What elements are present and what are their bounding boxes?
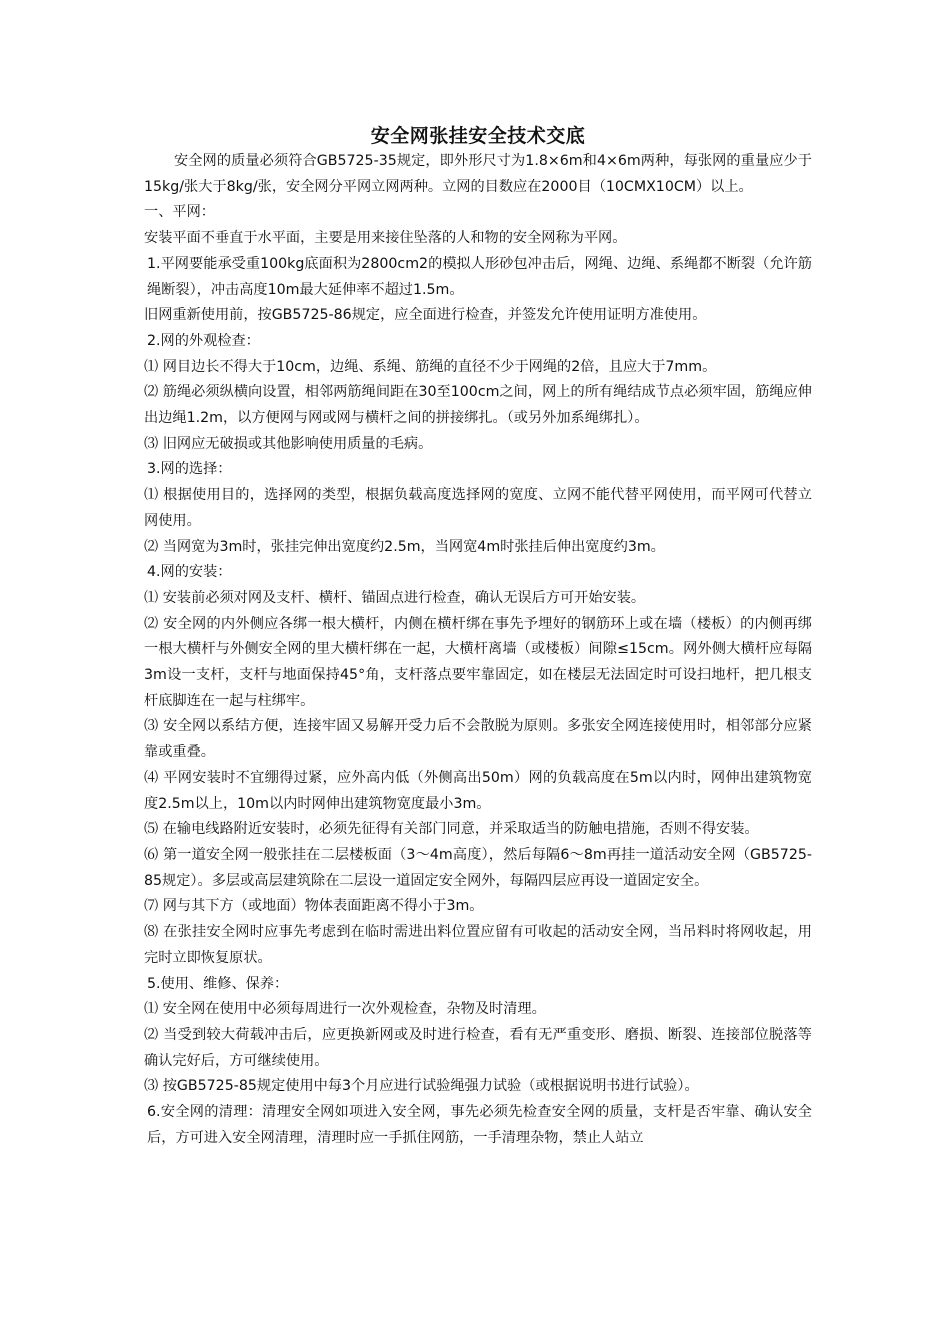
document-title: 安全网张挂安全技术交底: [370, 125, 586, 147]
item-5-1: ⑴ 安全网在使用中必须每周进行一次外观检查，杂物及时清理。: [144, 1001, 546, 1018]
item-2-3: ⑶ 旧网应无破损或其他影响使用质量的毛病。: [144, 435, 433, 452]
item-4-5: ⑸ 在输电线路附近安装时，必须先征得有关部门同意，并采取适当的防触电措施，否则不得安装。: [144, 821, 759, 838]
item-1-load-requirement: 1.平网要能承受重100kg底面积为2800cm2的模拟人形砂包冲击后，网绳、边绳、系绳都不断裂（允许筋绳断裂），冲击高度10m最大延伸率不超过1.5m。: [147, 255, 812, 298]
item-4-8: ⑻ 在张挂安全网时应事先考虑到在临时需进出料位置应留有可收起的活动安全网，当吊料时将网收起，用完时立即恢复原状。: [144, 924, 812, 966]
item-5-heading-maintenance: 5.使用、维修、保养：: [147, 975, 289, 992]
item-4-heading-installation: 4.网的安装：: [147, 564, 232, 581]
document-body: [144, 149, 812, 1151]
item-2-1: ⑴ 网目边长不得大于10cm，边绳、系绳、筋绳的直径不少于网绳的2倍，且应大于7mm。: [144, 358, 717, 375]
old-net-reuse-note: 旧网重新使用前，按GB5725-86规定，应全面进行检查，并签发允许使用证明方准使用。: [144, 307, 707, 324]
item-3-1: ⑴ 根据使用目的，选择网的类型，根据负载高度选择网的宽度、立网不能代替平网使用，而平网可代替立网使用。: [144, 487, 812, 529]
item-6-net-cleaning: 6.安全网的清理：清理安全网如项进入安全网，事先必须先检查安全网的质量，支杆是否牢靠、确认安全后，方可进入安全网清理，清理时应一手抓住网筋，一手清理杂物，禁止人站立: [147, 1104, 812, 1146]
item-2-heading-appearance-check: 2.网的外观检查：: [147, 332, 260, 349]
item-4-6: ⑹ 第一道安全网一般张挂在二层楼板面（3～4m高度），然后每隔6～8m再挂一道活动安全网（GB5725-85规定）。多层或高层建筑除在二层设一道固定安全网外，每隔四层应再设一道固定安全。: [144, 846, 812, 889]
item-4-7: ⑺ 网与其下方（或地面）物体表面距离不得小于3m。: [144, 898, 484, 915]
intro-paragraph: 安全网的质量必须符合GB5725-35规定，即外形尺寸为1.8×6m和4×6m两种，每张网的重量应少于15kg/张大于8kg/张，安全网分平网立网两种。立网的目数应在2000目（10CMX10CM）以上。: [144, 153, 812, 195]
item-4-4: ⑷ 平网安装时不宜绷得过紧，应外高内低（外侧高出50m）网的负载高度在5m以内时，网伸出建筑物宽度2.5m以上，10m以内时网伸出建筑物宽度最小3m。: [144, 769, 812, 812]
item-5-3: ⑶ 按GB5725-85规定使用中每3个月应进行试验绳强力试验（或根据说明书进行试验）。: [144, 1078, 699, 1095]
item-4-2: ⑵ 安全网的内外侧应各绑一根大横杆，内侧在横杆绑在事先予埋好的钢筋环上或在墙（楼板）的内侧再绑一根大横杆与外侧安全网的里大横杆绑在一起，大横杆离墙（或楼板）间隙≤15cm。网外侧大横杆应每隔3m设一支杆，支杆与地面保持45°角，支杆落点要牢靠固定，如在楼层无法固定时可设扫地杆，把几根支杆底脚连在一起与柱绑牢。: [144, 615, 812, 709]
item-2-2: ⑵ 筋绳必须纵横向设置，相邻两筋绳间距在30至100cm之间，网上的所有绳结成节点必须牢固，筋绳应伸出边绳1.2m，以方便网与网或网与横杆之间的拼接绑扎。（或另外加系绳绑扎）。: [144, 384, 812, 427]
item-4-1: ⑴ 安装前必须对网及支杆、横杆、锚固点进行检查，确认无误后方可开始安装。: [144, 589, 646, 606]
item-5-2: ⑵ 当受到较大荷载冲击后，应更换新网或及时进行检查，看有无严重变形、磨损、断裂、连接部位脱落等确认完好后，方可继续使用。: [144, 1026, 812, 1069]
section-heading-flat-net: 一、平网：: [144, 204, 215, 221]
item-3-heading-net-selection: 3.网的选择：: [147, 461, 232, 478]
flat-net-definition: 安装平面不垂直于水平面，主要是用来接住坠落的人和物的安全网称为平网。: [144, 230, 627, 247]
item-3-2: ⑵ 当网宽为3m时，张挂完伸出宽度约2.5m，当网宽4m时张挂后伸出宽度约3m。: [144, 538, 665, 555]
document-page: [144, 124, 812, 1151]
item-4-3: ⑶ 安全网以系结方便，连接牢固又易解开受力后不会散脱为原则。多张安全网连接使用时，相邻部分应紧靠或重叠。: [144, 718, 812, 761]
